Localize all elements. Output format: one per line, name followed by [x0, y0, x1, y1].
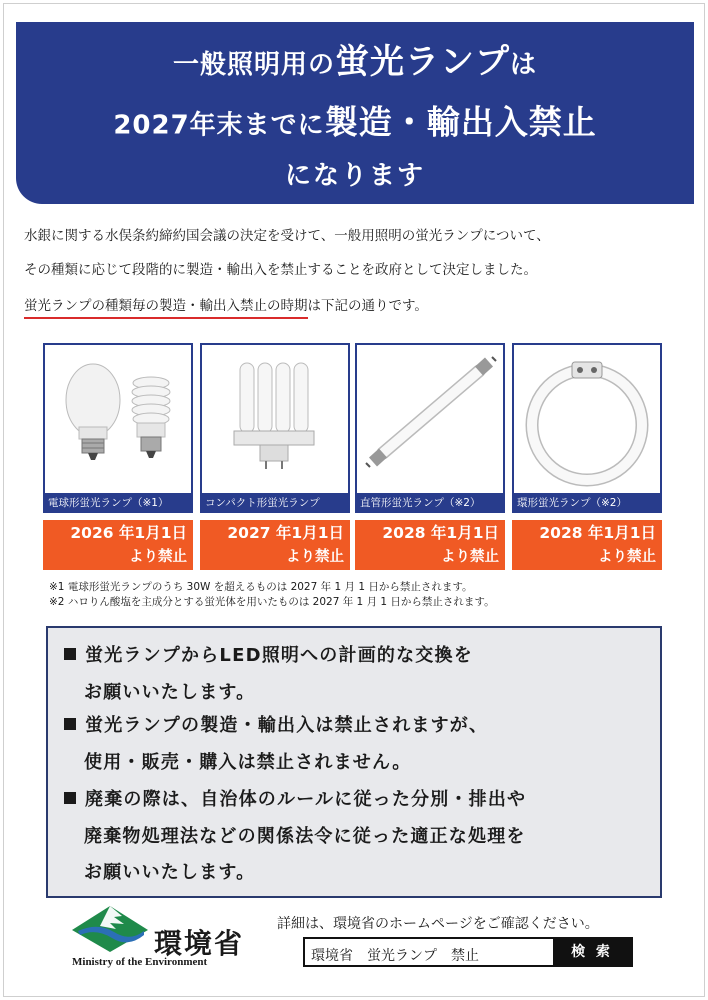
ban-date: 2027 年1月1日 — [227, 524, 344, 542]
ministry-emblem-icon — [70, 904, 150, 952]
intro-paragraph-1: 水銀に関する水俣条約締約国会議の決定を受けて、一般用照明の蛍光ランプについて、 — [24, 228, 550, 244]
ban-suffix: より禁止 — [598, 549, 656, 565]
point-3-cont: 廃棄物処理法などの関係法令に従った適正な処理を — [84, 826, 526, 847]
tube-lamp-icon — [355, 343, 505, 493]
ban-date: 2028 年1月1日 — [539, 524, 656, 542]
point-3: 廃棄の際は、自治体のルールに従った分別・排出や — [64, 791, 526, 809]
footnote-2: ※2 ハロりん酸塩を主成分とする蛍光体を用いたものは 2027 年 1 月 1 日から禁止されます。 — [49, 596, 495, 608]
search-button: 検 索 — [553, 939, 631, 965]
search-query: 環境省 蛍光ランプ 禁止 — [311, 948, 479, 964]
title-line-3: になります — [284, 161, 425, 191]
ban-date: 2028 年1月1日 — [382, 524, 499, 542]
ministry-logo — [70, 904, 270, 974]
footnote-1: ※1 電球形蛍光ランプのうち 30W を超えるものは 2027 年 1 月 1 日から禁止されます。 — [49, 581, 473, 593]
ban-suffix: より禁止 — [286, 549, 344, 565]
lamp-card-ring — [512, 343, 662, 570]
lamp-caption: 直管形蛍光ランプ（※2） — [355, 493, 505, 513]
lamp-caption: 電球形蛍光ランプ（※1） — [43, 493, 193, 513]
bulb-lamp-icon — [43, 343, 193, 493]
square-bullet-icon — [64, 718, 76, 730]
point-3-cont-2: お願いいたします。 — [84, 862, 256, 883]
ban-date-banner — [200, 520, 350, 570]
key-points-box — [46, 626, 662, 898]
intro-paragraph-2: その種類に応じて段階的に製造・輸出入を禁止することを政府として決定しました。 — [24, 262, 537, 278]
point-2: 蛍光ランプの製造・輸出入は禁止されますが、 — [64, 717, 488, 735]
lamp-caption: 環形蛍光ランプ（※2） — [512, 493, 662, 513]
ring-lamp-icon — [512, 343, 662, 493]
ban-date-banner — [43, 520, 193, 570]
underlined-phrase: 蛍光ランプの種類毎の製造・輸出入禁止の時期 — [24, 298, 308, 319]
compact-lamp-icon — [200, 343, 350, 493]
title-banner — [16, 22, 694, 204]
point-1: 蛍光ランプからLED照明への計画的な交換を — [64, 647, 473, 665]
lamp-card-tube — [355, 343, 505, 570]
ban-date: 2026 年1月1日 — [70, 524, 187, 542]
title-line-2: 2027年末までに製造・輸出入禁止 — [113, 102, 597, 142]
point-2-cont: 使用・販売・購入は禁止されません。 — [84, 752, 412, 773]
footnotes — [49, 580, 495, 610]
ban-date-banner — [355, 520, 505, 570]
ban-date-banner — [512, 520, 662, 570]
ban-suffix: より禁止 — [129, 549, 187, 565]
lamp-cards — [43, 343, 663, 563]
ban-suffix: より禁止 — [441, 549, 499, 565]
lamp-caption: コンパクト形蛍光ランプ — [200, 493, 350, 513]
logo-text-jp: 環境省 — [154, 927, 245, 960]
square-bullet-icon — [64, 648, 76, 660]
search-bar — [303, 937, 633, 967]
intro-paragraph-3: 蛍光ランプの種類毎の製造・輸出入禁止の時期は下記の通りです。 — [24, 300, 428, 314]
point-1-cont: お願いいたします。 — [84, 682, 256, 703]
title-line-1: 一般照明用の蛍光ランプは — [172, 42, 538, 82]
lamp-card-bulb — [43, 343, 193, 570]
lamp-card-compact — [200, 343, 350, 570]
square-bullet-icon — [64, 792, 76, 804]
logo-text-en: Ministry of the Environment — [72, 956, 208, 968]
detail-text: 詳細は、環境省のホームページをご確認ください。 — [277, 916, 599, 932]
